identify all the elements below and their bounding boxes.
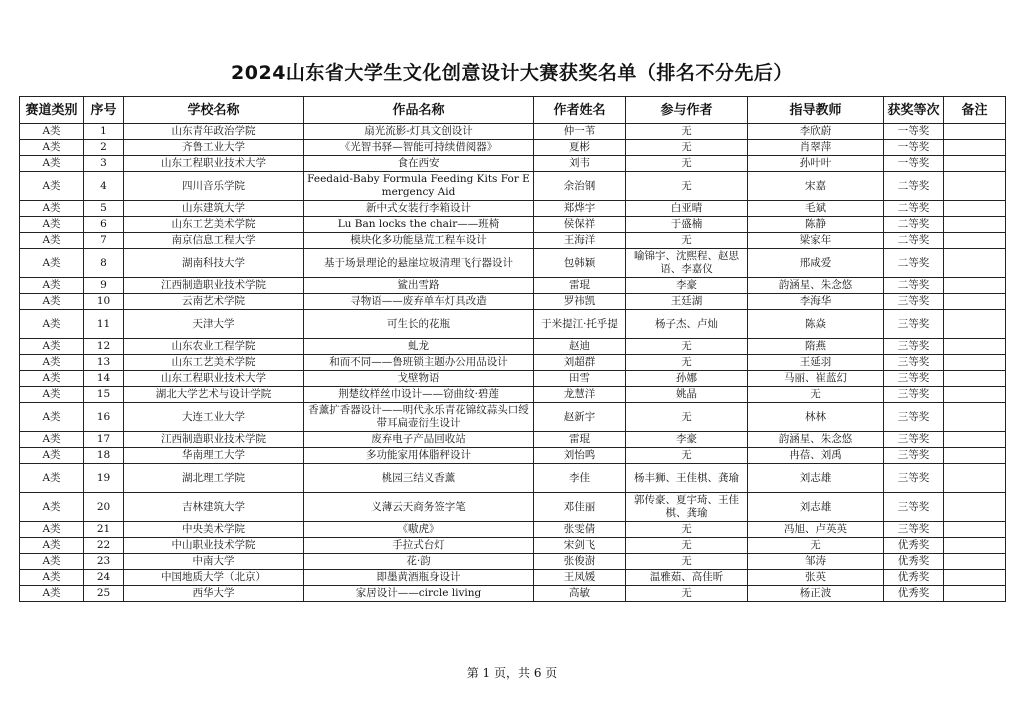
cell-award: 三等奖 xyxy=(884,448,944,464)
cell-coauthors: 温雅茹、高佳昕 xyxy=(626,570,748,586)
cell-school: 四川音乐学院 xyxy=(124,172,304,201)
cell-author: 王海洋 xyxy=(534,233,626,249)
header-author: 作者姓名 xyxy=(534,97,626,124)
table-row xyxy=(20,156,1006,172)
cell-category: A类 xyxy=(20,201,84,217)
cell-number: 15 xyxy=(84,387,124,403)
cell-category: A类 xyxy=(20,387,84,403)
cell-school: 云南艺术学院 xyxy=(124,294,304,310)
header-number: 序号 xyxy=(84,97,124,124)
cell-work: 基于场景理论的悬崖垃圾清理飞行器设计 xyxy=(304,249,534,278)
cell-coauthors: 杨丰狮、王佳棋、龚瑜 xyxy=(626,464,748,493)
table-row xyxy=(20,554,1006,570)
table-row xyxy=(20,570,1006,586)
table-row xyxy=(20,355,1006,371)
cell-school: 华南理工大学 xyxy=(124,448,304,464)
cell-award: 三等奖 xyxy=(884,310,944,339)
cell-number: 6 xyxy=(84,217,124,233)
cell-advisor: 隋燕 xyxy=(748,339,884,355)
cell-category: A类 xyxy=(20,554,84,570)
cell-work: 新中式女装行李箱设计 xyxy=(304,201,534,217)
cell-work: 和而不同——鲁班锁主题办公用品设计 xyxy=(304,355,534,371)
table-row xyxy=(20,172,1006,201)
cell-school: 大连工业大学 xyxy=(124,403,304,432)
table-row xyxy=(20,522,1006,538)
cell-school: 天津大学 xyxy=(124,310,304,339)
header-advisor: 指导教师 xyxy=(748,97,884,124)
cell-coauthors: 王廷湖 xyxy=(626,294,748,310)
cell-school: 山东工艺美术学院 xyxy=(124,355,304,371)
cell-coauthors: 白亚晴 xyxy=(626,201,748,217)
cell-remarks xyxy=(944,201,1006,217)
cell-remarks xyxy=(944,554,1006,570)
cell-category: A类 xyxy=(20,140,84,156)
cell-work: 义薄云天商务签字笔 xyxy=(304,493,534,522)
cell-category: A类 xyxy=(20,278,84,294)
cell-coauthors: 于盛楠 xyxy=(626,217,748,233)
cell-category: A类 xyxy=(20,294,84,310)
cell-work: 鲨出雪路 xyxy=(304,278,534,294)
cell-number: 13 xyxy=(84,355,124,371)
cell-work: 虬龙 xyxy=(304,339,534,355)
cell-category: A类 xyxy=(20,464,84,493)
cell-coauthors: 李豪 xyxy=(626,432,748,448)
cell-number: 24 xyxy=(84,570,124,586)
cell-work: 戈壁物语 xyxy=(304,371,534,387)
header-category: 赛道类别 xyxy=(20,97,84,124)
cell-work: 手拉式台灯 xyxy=(304,538,534,554)
cell-remarks xyxy=(944,355,1006,371)
cell-remarks xyxy=(944,464,1006,493)
cell-school: 山东工程职业技术大学 xyxy=(124,156,304,172)
cell-coauthors: 杨子杰、卢灿 xyxy=(626,310,748,339)
cell-author: 余治钢 xyxy=(534,172,626,201)
cell-award: 三等奖 xyxy=(884,432,944,448)
cell-work: 模块化多功能垦荒工程车设计 xyxy=(304,233,534,249)
cell-advisor: 张英 xyxy=(748,570,884,586)
table-row xyxy=(20,217,1006,233)
cell-school: 山东青年政治学院 xyxy=(124,124,304,140)
cell-number: 17 xyxy=(84,432,124,448)
cell-advisor: 孙叶叶 xyxy=(748,156,884,172)
cell-category: A类 xyxy=(20,432,84,448)
cell-advisor: 刘志雄 xyxy=(748,493,884,522)
cell-remarks xyxy=(944,570,1006,586)
cell-coauthors: 李豪 xyxy=(626,278,748,294)
cell-number: 20 xyxy=(84,493,124,522)
cell-coauthors: 郭传豪、夏宇琦、王佳棋、龚瑜 xyxy=(626,493,748,522)
cell-category: A类 xyxy=(20,570,84,586)
cell-number: 3 xyxy=(84,156,124,172)
cell-work: 可生长的花瓶 xyxy=(304,310,534,339)
cell-remarks xyxy=(944,172,1006,201)
cell-school: 湖北理工学院 xyxy=(124,464,304,493)
cell-award: 二等奖 xyxy=(884,172,944,201)
cell-author: 邓佳丽 xyxy=(534,493,626,522)
cell-school: 中南大学 xyxy=(124,554,304,570)
cell-category: A类 xyxy=(20,355,84,371)
cell-number: 10 xyxy=(84,294,124,310)
cell-coauthors: 无 xyxy=(626,403,748,432)
cell-category: A类 xyxy=(20,124,84,140)
cell-advisor: 邢咸爱 xyxy=(748,249,884,278)
cell-coauthors: 无 xyxy=(626,586,748,602)
page-footer: 第 1 页，共 6 页 xyxy=(466,666,558,680)
cell-remarks xyxy=(944,387,1006,403)
cell-advisor: 马丽、崔蓝幻 xyxy=(748,371,884,387)
cell-category: A类 xyxy=(20,233,84,249)
cell-coauthors: 无 xyxy=(626,339,748,355)
cell-school: 山东工程职业技术大学 xyxy=(124,371,304,387)
cell-work: 香薰扩香器设计——明代永乐青花锦纹蒜头口绶带耳扁壶衍生设计 xyxy=(304,403,534,432)
cell-work: 废弃电子产品回收站 xyxy=(304,432,534,448)
table-row xyxy=(20,432,1006,448)
cell-advisor: 肖翠萍 xyxy=(748,140,884,156)
cell-school: 山东工艺美术学院 xyxy=(124,217,304,233)
cell-award: 二等奖 xyxy=(884,201,944,217)
cell-school: 西华大学 xyxy=(124,586,304,602)
document-title: 2024山东省大学生文化创意设计大赛获奖名单（排名不分先后） xyxy=(231,62,793,84)
table-row xyxy=(20,201,1006,217)
cell-school: 山东建筑大学 xyxy=(124,201,304,217)
cell-number: 8 xyxy=(84,249,124,278)
cell-number: 22 xyxy=(84,538,124,554)
cell-advisor: 陈静 xyxy=(748,217,884,233)
cell-award: 三等奖 xyxy=(884,339,944,355)
cell-remarks xyxy=(944,124,1006,140)
cell-number: 1 xyxy=(84,124,124,140)
cell-author: 王凤媛 xyxy=(534,570,626,586)
cell-award: 二等奖 xyxy=(884,217,944,233)
header-work: 作品名称 xyxy=(304,97,534,124)
cell-number: 18 xyxy=(84,448,124,464)
cell-work: 扇光流影-灯具文创设计 xyxy=(304,124,534,140)
cell-award: 三等奖 xyxy=(884,403,944,432)
cell-number: 21 xyxy=(84,522,124,538)
cell-advisor: 陈焱 xyxy=(748,310,884,339)
cell-advisor: 李海华 xyxy=(748,294,884,310)
cell-author: 张俊澍 xyxy=(534,554,626,570)
cell-award: 一等奖 xyxy=(884,156,944,172)
cell-advisor: 无 xyxy=(748,538,884,554)
table-row xyxy=(20,464,1006,493)
cell-coauthors: 孙娜 xyxy=(626,371,748,387)
cell-school: 湖南科技大学 xyxy=(124,249,304,278)
cell-work: Feedaid-Baby Formula Feeding Kits For Emergency Aid xyxy=(304,172,534,201)
cell-coauthors: 无 xyxy=(626,156,748,172)
cell-award: 二等奖 xyxy=(884,278,944,294)
cell-award: 一等奖 xyxy=(884,140,944,156)
cell-advisor: 韵涵星、朱念悠 xyxy=(748,432,884,448)
cell-advisor: 杨正波 xyxy=(748,586,884,602)
cell-award: 一等奖 xyxy=(884,124,944,140)
cell-advisor: 刘志雄 xyxy=(748,464,884,493)
cell-school: 中国地质大学（北京） xyxy=(124,570,304,586)
cell-remarks xyxy=(944,339,1006,355)
cell-award: 优秀奖 xyxy=(884,570,944,586)
cell-coauthors: 无 xyxy=(626,355,748,371)
cell-advisor: 冯旭、卢英英 xyxy=(748,522,884,538)
cell-author: 夏彬 xyxy=(534,140,626,156)
cell-author: 刘超群 xyxy=(534,355,626,371)
cell-category: A类 xyxy=(20,448,84,464)
cell-remarks xyxy=(944,294,1006,310)
cell-number: 19 xyxy=(84,464,124,493)
cell-remarks xyxy=(944,278,1006,294)
cell-school: 齐鲁工业大学 xyxy=(124,140,304,156)
cell-remarks xyxy=(944,217,1006,233)
cell-number: 25 xyxy=(84,586,124,602)
cell-advisor: 韵涵星、朱念悠 xyxy=(748,278,884,294)
cell-award: 二等奖 xyxy=(884,233,944,249)
cell-number: 16 xyxy=(84,403,124,432)
cell-number: 9 xyxy=(84,278,124,294)
table-row xyxy=(20,371,1006,387)
cell-advisor: 宋嘉 xyxy=(748,172,884,201)
cell-advisor: 李欣蔚 xyxy=(748,124,884,140)
cell-coauthors: 无 xyxy=(626,538,748,554)
table-body xyxy=(20,124,1006,602)
cell-author: 宋剑飞 xyxy=(534,538,626,554)
table-row xyxy=(20,233,1006,249)
cell-category: A类 xyxy=(20,522,84,538)
cell-advisor: 邹涛 xyxy=(748,554,884,570)
cell-work: 桃园三结义香薰 xyxy=(304,464,534,493)
cell-coauthors: 无 xyxy=(626,522,748,538)
cell-work: 寻物语——废弃单车灯具改造 xyxy=(304,294,534,310)
cell-award: 优秀奖 xyxy=(884,538,944,554)
cell-category: A类 xyxy=(20,172,84,201)
cell-work: 荆楚纹样丝巾设计——窃曲纹·碧莲 xyxy=(304,387,534,403)
cell-author: 包韩颖 xyxy=(534,249,626,278)
table-row xyxy=(20,538,1006,554)
cell-number: 12 xyxy=(84,339,124,355)
table-row xyxy=(20,278,1006,294)
cell-author: 张雯倩 xyxy=(534,522,626,538)
cell-number: 11 xyxy=(84,310,124,339)
table-row xyxy=(20,339,1006,355)
cell-work: 《嗷虎》 xyxy=(304,522,534,538)
cell-author: 郑烨宇 xyxy=(534,201,626,217)
cell-school: 南京信息工程大学 xyxy=(124,233,304,249)
cell-advisor: 冉蓓、刘禹 xyxy=(748,448,884,464)
cell-author: 田雪 xyxy=(534,371,626,387)
table-row xyxy=(20,124,1006,140)
cell-category: A类 xyxy=(20,371,84,387)
table-row xyxy=(20,448,1006,464)
cell-author: 罗祎凯 xyxy=(534,294,626,310)
cell-advisor: 无 xyxy=(748,387,884,403)
cell-remarks xyxy=(944,156,1006,172)
header-remarks: 备注 xyxy=(944,97,1006,124)
cell-award: 三等奖 xyxy=(884,387,944,403)
cell-work: 食在西安 xyxy=(304,156,534,172)
cell-number: 4 xyxy=(84,172,124,201)
header-award: 获奖等次 xyxy=(884,97,944,124)
cell-school: 江西制造职业技术学院 xyxy=(124,278,304,294)
cell-work: 家居设计——circle living xyxy=(304,586,534,602)
cell-author: 刘怡鸣 xyxy=(534,448,626,464)
cell-author: 侯保祥 xyxy=(534,217,626,233)
cell-work: 花·韵 xyxy=(304,554,534,570)
cell-remarks xyxy=(944,371,1006,387)
table-row xyxy=(20,140,1006,156)
cell-award: 三等奖 xyxy=(884,355,944,371)
cell-author: 雷琨 xyxy=(534,432,626,448)
cell-advisor: 王延羽 xyxy=(748,355,884,371)
cell-advisor: 梁家年 xyxy=(748,233,884,249)
table-row xyxy=(20,387,1006,403)
cell-author: 仲一苇 xyxy=(534,124,626,140)
cell-school: 吉林建筑大学 xyxy=(124,493,304,522)
cell-coauthors: 无 xyxy=(626,140,748,156)
cell-coauthors: 无 xyxy=(626,554,748,570)
table-row xyxy=(20,249,1006,278)
cell-category: A类 xyxy=(20,538,84,554)
cell-work: 《光智书驿—智能可持续借阅器》 xyxy=(304,140,534,156)
cell-school: 中央美术学院 xyxy=(124,522,304,538)
cell-remarks xyxy=(944,310,1006,339)
cell-remarks xyxy=(944,249,1006,278)
table-row xyxy=(20,294,1006,310)
cell-advisor: 林林 xyxy=(748,403,884,432)
award-table xyxy=(19,96,1006,602)
cell-category: A类 xyxy=(20,403,84,432)
cell-coauthors: 无 xyxy=(626,233,748,249)
cell-award: 三等奖 xyxy=(884,294,944,310)
cell-category: A类 xyxy=(20,493,84,522)
cell-remarks xyxy=(944,403,1006,432)
cell-category: A类 xyxy=(20,339,84,355)
cell-award: 三等奖 xyxy=(884,493,944,522)
table-row xyxy=(20,493,1006,522)
header-coauthors: 参与作者 xyxy=(626,97,748,124)
cell-remarks xyxy=(944,493,1006,522)
cell-number: 7 xyxy=(84,233,124,249)
cell-coauthors: 喻锦宇、沈熙程、赵思语、李嘉仪 xyxy=(626,249,748,278)
cell-author: 雷琨 xyxy=(534,278,626,294)
cell-author: 李佳 xyxy=(534,464,626,493)
cell-category: A类 xyxy=(20,156,84,172)
cell-author: 赵新宇 xyxy=(534,403,626,432)
cell-category: A类 xyxy=(20,217,84,233)
cell-work: 即墨黄酒瓶身设计 xyxy=(304,570,534,586)
cell-category: A类 xyxy=(20,310,84,339)
cell-award: 优秀奖 xyxy=(884,554,944,570)
table-row xyxy=(20,310,1006,339)
cell-number: 14 xyxy=(84,371,124,387)
cell-author: 赵迪 xyxy=(534,339,626,355)
cell-coauthors: 无 xyxy=(626,448,748,464)
cell-author: 于米提江·托乎提 xyxy=(534,310,626,339)
cell-remarks xyxy=(944,448,1006,464)
cell-number: 5 xyxy=(84,201,124,217)
cell-coauthors: 姚晶 xyxy=(626,387,748,403)
cell-work: Lu Ban locks the chair——班椅 xyxy=(304,217,534,233)
cell-advisor: 毛斌 xyxy=(748,201,884,217)
cell-author: 龙慧洋 xyxy=(534,387,626,403)
cell-remarks xyxy=(944,233,1006,249)
cell-school: 中山职业技术学院 xyxy=(124,538,304,554)
header-school: 学校名称 xyxy=(124,97,304,124)
cell-number: 2 xyxy=(84,140,124,156)
cell-award: 优秀奖 xyxy=(884,586,944,602)
cell-remarks xyxy=(944,140,1006,156)
cell-remarks xyxy=(944,586,1006,602)
table-row xyxy=(20,586,1006,602)
cell-award: 三等奖 xyxy=(884,371,944,387)
table-header-row xyxy=(20,97,1006,124)
cell-coauthors: 无 xyxy=(626,172,748,201)
cell-remarks xyxy=(944,432,1006,448)
cell-award: 三等奖 xyxy=(884,464,944,493)
table-row xyxy=(20,403,1006,432)
cell-school: 湖北大学艺术与设计学院 xyxy=(124,387,304,403)
cell-remarks xyxy=(944,522,1006,538)
cell-school: 江西制造职业技术学院 xyxy=(124,432,304,448)
cell-category: A类 xyxy=(20,586,84,602)
cell-award: 二等奖 xyxy=(884,249,944,278)
cell-remarks xyxy=(944,538,1006,554)
cell-author: 刘韦 xyxy=(534,156,626,172)
cell-author: 高敏 xyxy=(534,586,626,602)
cell-category: A类 xyxy=(20,249,84,278)
cell-award: 三等奖 xyxy=(884,522,944,538)
cell-coauthors: 无 xyxy=(626,124,748,140)
cell-work: 多功能家用体脂秤设计 xyxy=(304,448,534,464)
cell-number: 23 xyxy=(84,554,124,570)
cell-school: 山东农业工程学院 xyxy=(124,339,304,355)
